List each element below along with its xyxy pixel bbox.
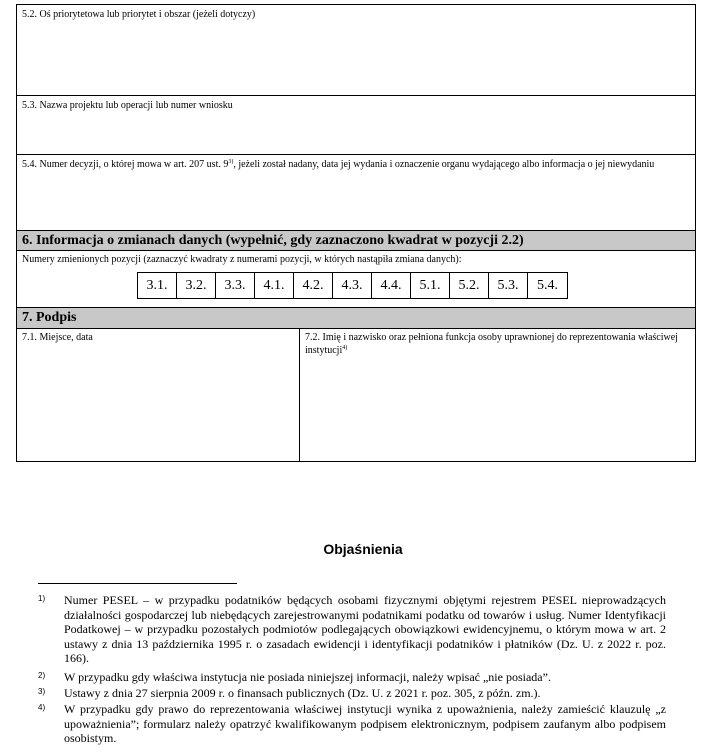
footnote-4-number: 4) [38,703,46,712]
checkbox-3-1[interactable]: 3.1. [138,273,177,298]
footnote-4 [38,702,666,746]
footnote-2 [38,670,666,685]
checkbox-5-4[interactable]: 5.4. [537,278,558,293]
footnote-rule [38,583,237,584]
checkbox-4-2[interactable]: 4.2. [294,273,333,298]
checkbox-5-2[interactable]: 5.2. [450,273,489,298]
field-5-3-label: 5.3. Nazwa projektu lub operacji lub numer wniosku [22,100,233,111]
footnote-ref-3: 3) [228,159,234,165]
field-5-4-label-end: , jeżeli został nadany, data jej wydania i oznaczenie organu wydającego albo informacja o jej niewydaniu [233,159,655,170]
footnote-2-text: W przypadku gdy właściwa instytucja nie posiada niniejszej informacji, należy wpisać „nie posiada”. [64,670,551,684]
footnote-2-number: 2) [38,671,46,680]
explanations-title: Objaśnienia [323,541,403,557]
footnote-1 [38,593,666,666]
checkbox-4-3[interactable]: 4.3. [333,273,372,298]
checkbox-4-1[interactable]: 4.1. [255,273,294,298]
form-frame [16,4,696,462]
field-7-1-label: 7.1. Miejsce, data [22,332,93,343]
checkbox-3-3[interactable]: 3.3. [216,273,255,298]
field-5-4[interactable] [17,155,695,231]
changed-fields-note: Numery zmienionych pozycji (zaznaczyć kwadraty z numerami pozycji, w których nastąpiła zmiana danych): [22,254,462,265]
checkbox-5-1[interactable]: 5.1. [411,273,450,298]
checkbox-3-2[interactable]: 3.2. [177,273,216,298]
section-6-heading: 6. Informacja o zmianach danych (wypełnić, gdy zaznaczono kwadrat w pozycji 2.2) [17,231,695,251]
field-5-4-label [22,158,689,171]
checkbox-4-4[interactable]: 4.4. [372,273,411,298]
field-5-2[interactable] [17,5,695,96]
field-5-4-label-start: 5.4. Numer decyzji, o której mowa w art. 207 ust. 9 [22,159,229,170]
checkbox-5-3[interactable]: 5.3. [489,273,528,298]
footnote-1-number: 1) [38,594,46,603]
field-5-3[interactable] [17,96,695,155]
field-7-2-label-text: 7.2. Imię i nazwisko oraz pełniona funkcja osoby uprawnionej do reprezentowania właściwej instytucji [305,332,678,356]
field-7-1[interactable] [17,329,299,462]
section-7-heading: 7. Podpis [17,308,695,329]
footnote-3-number: 3) [38,687,46,696]
field-5-2-label: 5.2. Oś priorytetowa lub priorytet i obszar (jeżeli dotyczy) [22,9,256,20]
field-7-2-label [305,331,687,357]
field-7-2[interactable] [300,329,695,462]
footnote-ref-4: 4) [342,345,348,351]
footnote-4-text: W przypadku gdy prawo do reprezentowania właściwej instytucji wynika z upoważnienia, należy zamieścić klauzulę „z upoważnienia”; formularz należy opatrzyć kwalifikowanym podpisem elektronicznym, podpisem zaufanym albo podpisem osobistym. [64,702,666,746]
footnote-3 [38,686,666,701]
footnote-1-text: Numer PESEL – w przypadku podatników będących osobami fizycznymi objętymi rejestrem PESEL nieprowadzących działalności gospodarczej lub niebędących zarejestrowanymi podatnikami podatku od towarów i usług. Numer Identyfikacji Podatkowej – w przypadku pozostałych podmiotów podlegających obowiązkowi ewidencyjnemu, o którym mowa w art. 2 ustawy z dnia 13 października 1995 r. o zasadach ewidencji i identyfikacji podatników i płatników (Dz. U. z 2022 r. poz. 166). [64,593,666,666]
footnote-3-text: Ustawy z dnia 27 sierpnia 2009 r. o finansach publicznych (Dz. U. z 2021 r. poz. 305, z późn. zm.). [64,686,541,700]
changed-fields-checkboxes [137,272,568,299]
